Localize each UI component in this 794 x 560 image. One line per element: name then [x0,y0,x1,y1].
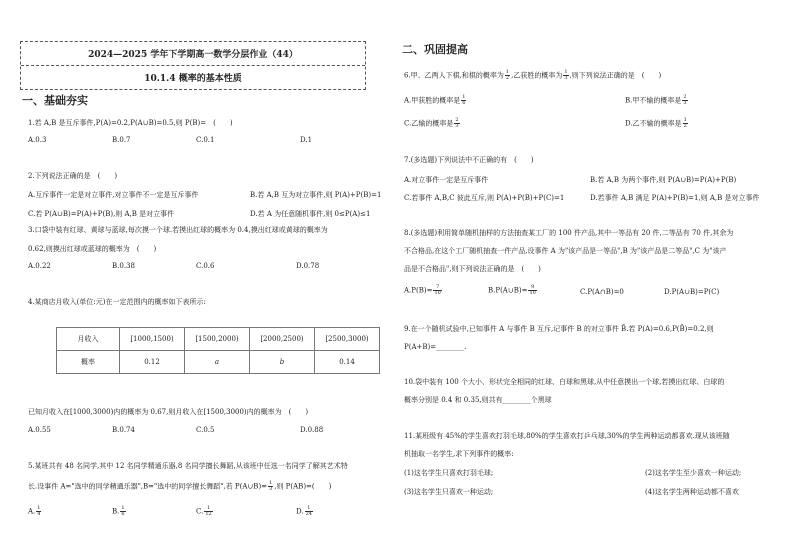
q11-item-2: (2)这名学生至少喜欢一种运动; [645,469,742,477]
q8-option-b: B.P(A∪B)= $\frac{9}{10}$ [488,284,536,296]
question-4: 4.某商店月收入(单位:元)在一定范围内的概率如下表所示: [28,298,206,306]
q7-option-b: B.若 A,B 为两个事件,则 P(A∪B)=P(A)+P(B) [590,176,737,184]
q8-option-d: D.P(A∪B)=P(C) [664,288,720,296]
table-cell: b [250,351,315,374]
q2-option-b: B.若 A,B 互为对立事件,则 P(A)+P(B)=1 [250,191,382,199]
table-cell: a [185,351,250,374]
q4-option-d: D.0.88 [300,426,324,434]
q7-option-c: C.若事件 A,B,C 彼此互斥,则 P(A)+P(B)+P(C)=1 [404,194,565,202]
question-10-line-1: 10.袋中装有 100 个大小、形状完全相同的红球、白球和黑球,从中任意摸出一个球,若摸出红球、白球的 [404,378,725,386]
question-3-line-1: 3.口袋中装有红球、黄球与蓝球,每次摸一个球.若摸出红球的概率为 0.4,摸出红球或黄球的概率为 [28,226,328,234]
question-4-prompt: 已知月收入在[1000,3000)内的概率为 0.67,则月收入在[1500,3000)内的概率为 ( ) [28,408,309,416]
q3-option-b: B.0.38 [112,262,135,270]
section-heading-basic: 一、基础夯实 [22,94,88,107]
question-8-line-2: 不合格品,在这个工厂随机抽查一件产品,设事件 A 为"该产品是一等品",B 为"该产品是二等品",C 为"该产 [404,247,727,255]
q2-option-c: C.若 P(A∪B)=P(A)+P(B),则 A,B 是对立事件 [28,210,175,218]
q2-option-d: D.若 A 为任意随机事件,则 0≤P(A)≤1 [250,210,371,218]
table-cell: 概率 [57,351,120,374]
q6-option-d: D.乙不输的概率是 $\frac{1}{2}$ [625,117,687,129]
header-divider [21,65,365,66]
q5-option-c: C. $\frac{1}{12}$ [196,505,212,517]
q11-item-4: (4)这名学生两种运动都不喜欢 [645,488,739,496]
question-8-line-3: 品是不合格品",则下列说法正确的是 ( ) [404,265,541,273]
table-header-cell: 月收入 [57,328,120,351]
q1-option-a: A.0.3 [28,136,47,144]
q3-option-d: D.0.78 [296,262,320,270]
q2-option-a: A.互斥事件一定是对立事件,对立事件不一定是互斥事件 [28,191,199,199]
q5-option-d: D. $\frac{1}{24}$ [296,505,312,517]
q5-option-a: A. $\frac{1}{4}$ [28,505,41,517]
table-row [57,351,380,374]
question-2: 2.下列说法正确的是 ( ) [28,172,118,180]
q5-text-a: 长.设事件 A="选中的同学精通乐器",B="选中的同学擅长舞蹈",若 P(A∪B)= [28,482,268,491]
question-11-line-1: 11.某班级有 45%的学生喜欢打羽毛球,80%的学生喜欢打乒乓球,30%的学生两种运动都喜欢.现从该班随 [404,432,730,440]
table-header-cell: [2000,2500) [250,328,315,351]
question-5-line-1: 5.某班共有 48 名同学,其中 12 名同学精通乐器,8 名同学擅长舞蹈,从该班中任选一名同学了解其艺术特 [28,462,348,470]
q1-option-b: B.0.7 [112,136,131,144]
question-11-line-2: 机抽取一名学生,求下列事件的概率: [404,450,514,458]
q5-option-b: B. $\frac{1}{6}$ [112,505,125,517]
worksheet-subtitle: 10.1.4 概率的基本性质 [144,74,242,84]
q5-text-b: ,则 P(AB)=( ) [274,482,332,491]
q11-item-3: (3)这名学生只喜欢一种运动; [404,488,494,496]
table-header-cell: [1000,1500) [120,328,185,351]
table-header-row [57,328,380,351]
q6-option-a: A.甲获胜的概率是 $\frac{1}{6}$ [404,94,466,106]
q4-option-c: C.0.5 [196,426,215,434]
header-box [20,41,366,90]
q11-item-1: (1)这名学生只喜欢打羽毛球; [404,469,494,477]
q3-option-a: A.0.22 [28,262,51,270]
question-8-line-1: 8.(多选题)利用简单随机抽样的方法抽查某工厂的 100 件产品,其中一等品有 20 件,二等品有 70 件,其余为 [404,229,734,237]
q6-option-b: B.甲不输的概率是 $\frac{2}{3}$ [625,94,687,106]
question-1: 1.若 A,B 是互斥事件,P(A)=0.2,P(A∪B)=0.5,则 P(B)= ( ) [28,119,233,127]
question-5-line-2 [28,481,331,492]
q4-option-a: A.0.55 [28,426,51,434]
section-heading-consolidate: 二、巩固提高 [402,43,468,56]
question-9-line-2: P(A+B)=________. [404,343,467,351]
worksheet-title: 2024—2025 学年下学期高一数学分层作业（44） [88,50,298,60]
table-header-cell: [2500,3000) [315,328,380,351]
q7-option-d: D.若事件 A,B 满足 P(A)+P(B)=1,则 A,B 是对立事件 [590,194,760,202]
question-7: 7.(多选题)下列说法中不正确的有 ( ) [404,156,534,164]
q7-option-a: A.对立事件一定是互斥事件 [404,176,489,184]
q8-option-a: A.P(B)= $\frac{7}{10}$ [404,284,441,296]
q4-option-b: B.0.74 [112,426,135,434]
table-cell: 0.12 [120,351,185,374]
q3-option-c: C.0.6 [196,262,215,270]
table-cell: 0.14 [315,351,380,374]
question-6: 6.甲、乙两人下棋,和棋的概率为 $\frac{1}{2}$ ,乙获胜的概率为 $\frac{1}{3}$ ,则下列说法正确的是 ( ) [404,69,662,81]
q1-option-c: C.0.1 [196,136,215,144]
q5-fraction [268,481,273,492]
q6-option-c: C.乙输的概率是 $\frac{2}{3}$ [404,117,459,129]
q8-option-c: C.P(A∩B)=0 [580,288,624,296]
question-9-line-1: 9.在一个随机试验中,已知事件 A 与事件 B 互斥,记事件 B 的对立事件 B̄.若 P(A)=0.6,P(B̄)=0.2,则 [404,325,714,333]
table-header-cell: [1500,2000) [185,328,250,351]
denominator: 3 [269,486,273,492]
question-10-line-2: 概率分别是 0.4 和 0.35,则共有________个黑球 [404,396,552,404]
numerator: 1 [269,480,273,486]
q1-option-d: D.1 [300,136,313,144]
income-probability-table [56,327,380,374]
question-3-line-2: 0.62,则摸出红球或蓝球的概率为 ( ) [28,245,157,253]
